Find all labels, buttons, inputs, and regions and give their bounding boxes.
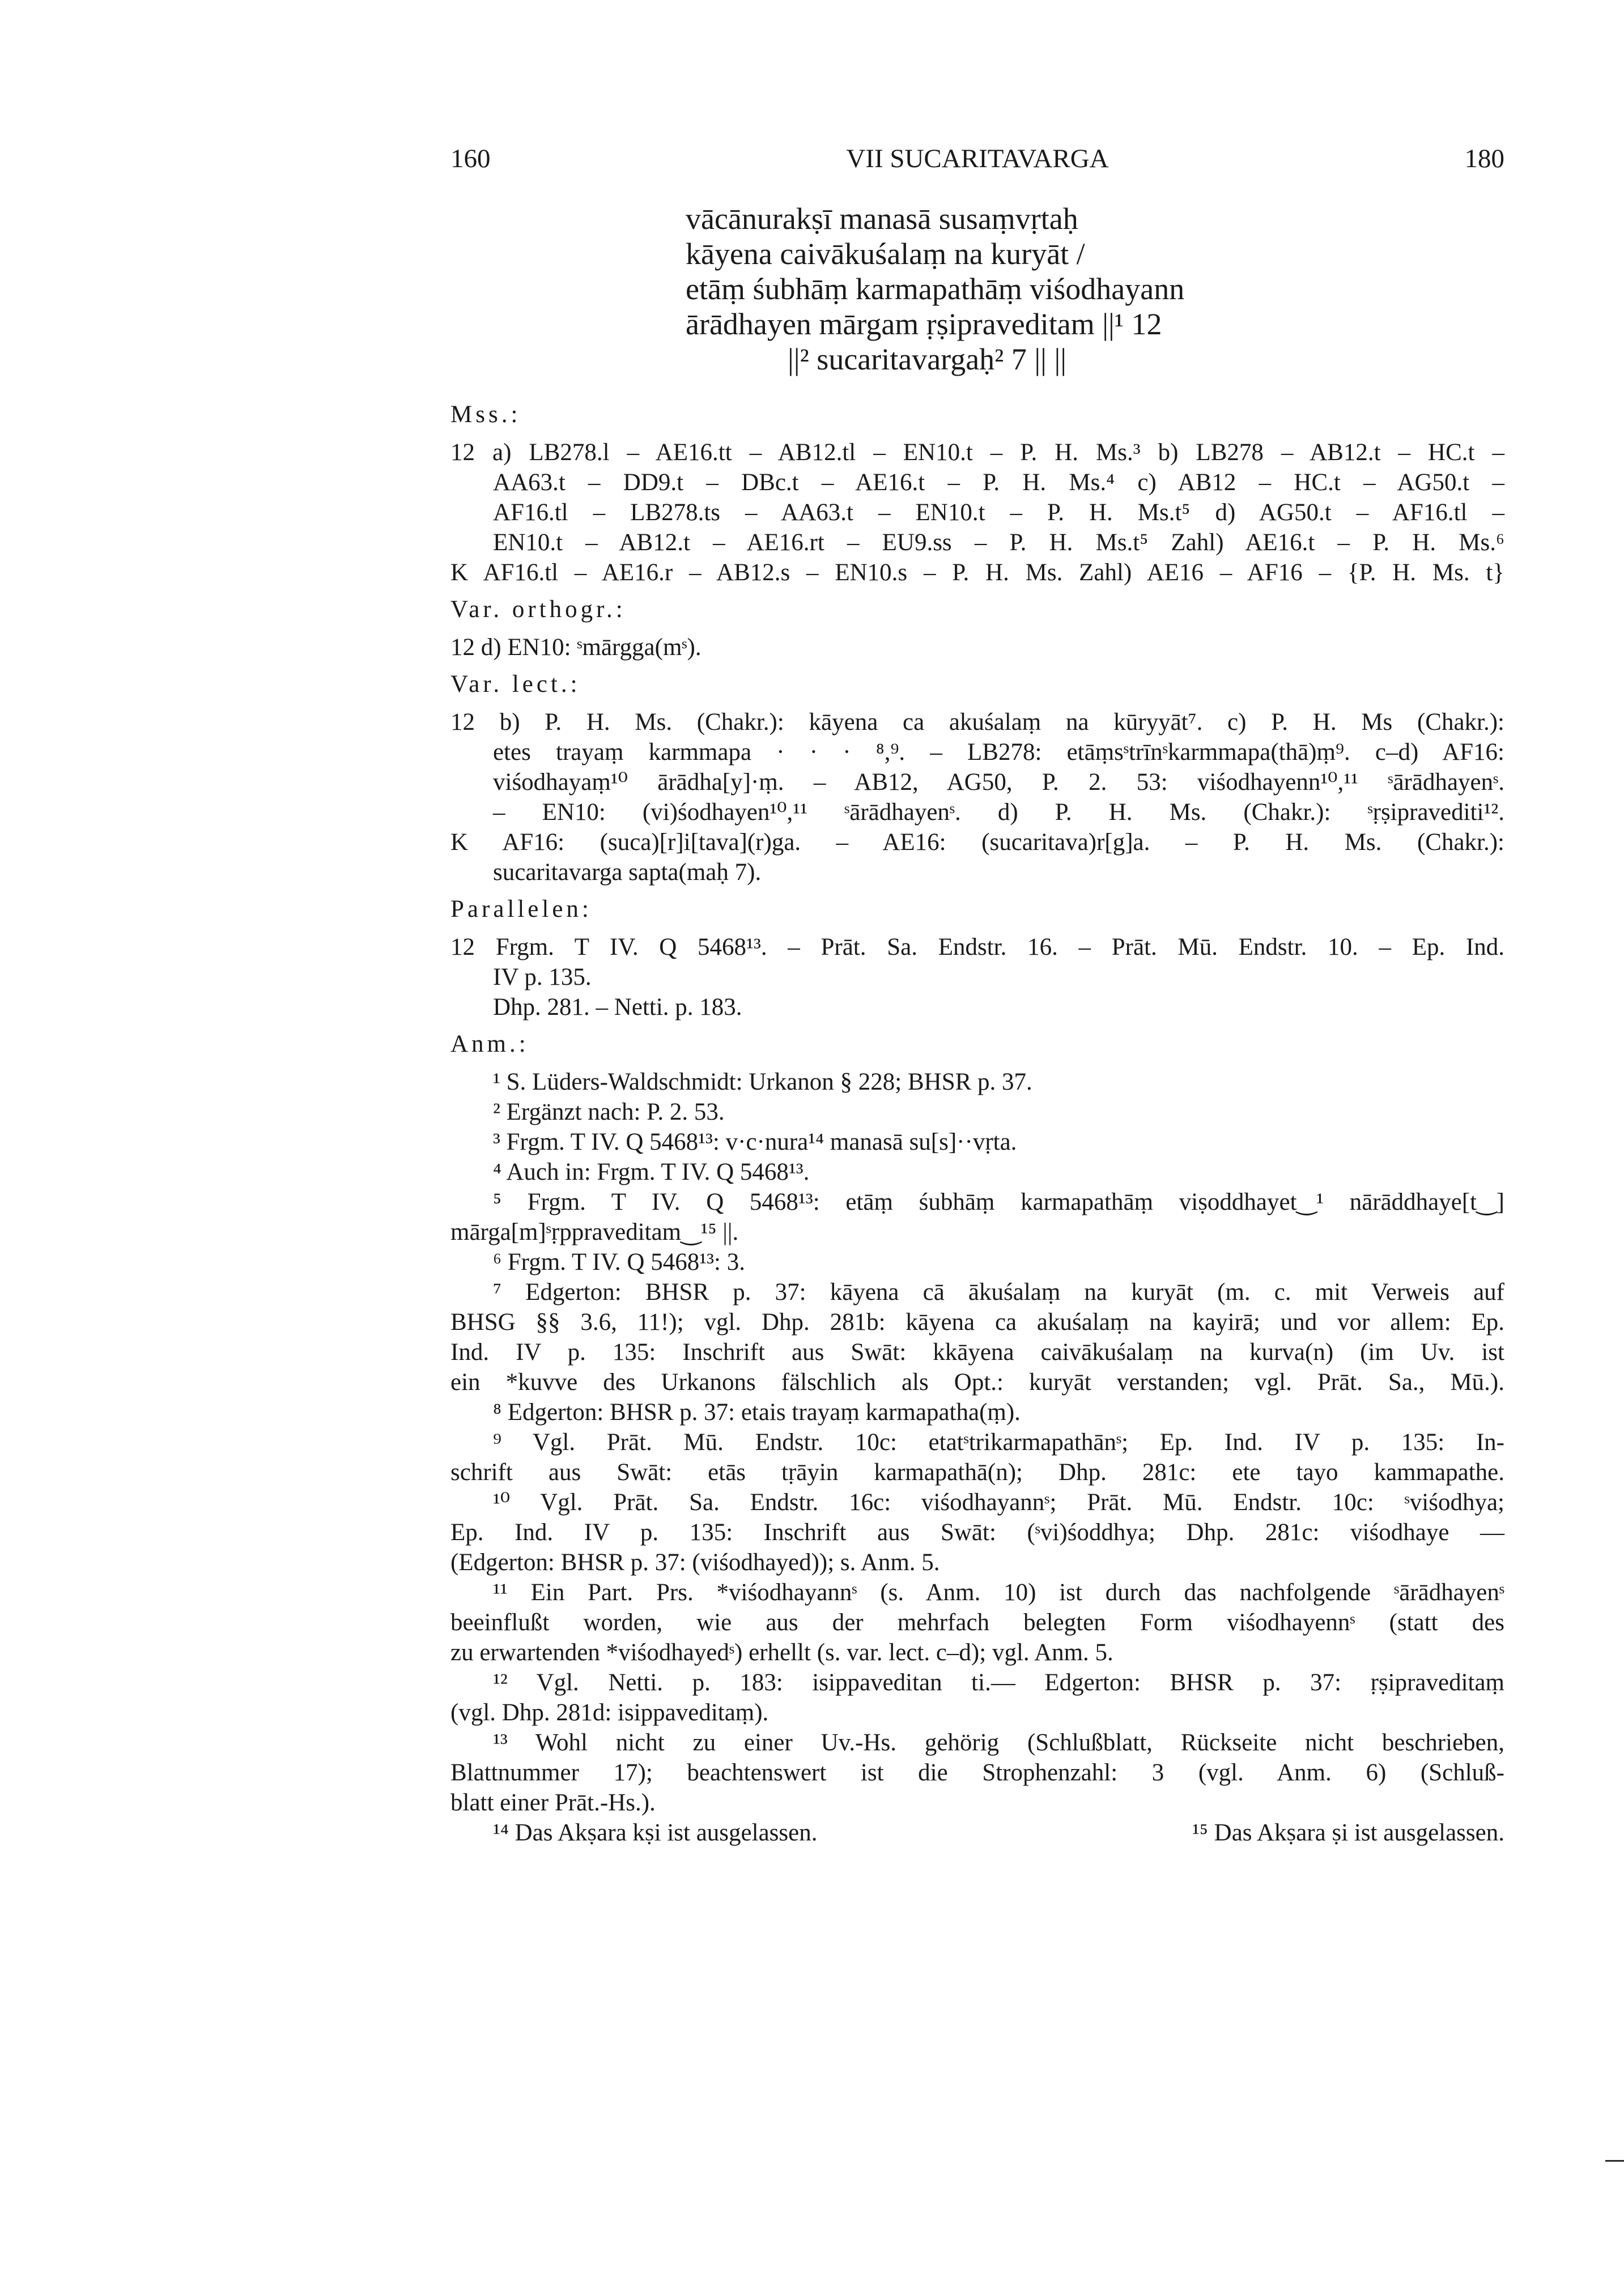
footnote-14: ¹⁴ Das Akṣara kṣi ist ausgelassen. <box>493 1819 818 1846</box>
footnote-line: ¹³ Wohl nicht zu einer Uv.-Hs. gehörig (Schlußblatt, Rückseite nicht beschrieben, <box>493 1729 1504 1756</box>
verse-line: vācānurakṣī manasā susaṃvṛtaḥ <box>686 202 1078 236</box>
footnote-line: beeinflußt worden, wie aus der mehrfach belegten Form viśodhayennˢ (statt des <box>450 1609 1504 1636</box>
running-title: VII SUCARITAVARGA <box>846 144 1109 173</box>
parallel-line: IV p. 135. <box>493 964 592 990</box>
footnote-line: Ep. Ind. IV p. 135: Inschrift aus Swāt: (ˢvi)śoddhya; Dhp. 281c: viśodhaye — <box>450 1519 1504 1546</box>
footnote-line: ⁴ Auch in: Frgm. T IV. Q 5468¹³. <box>493 1159 810 1185</box>
mss-line: AF16.tl – LB278.ts – AA63.t – EN10.t – P. H. Ms.t⁵ d) AG50.t – AF16.tl – <box>493 499 1504 526</box>
verse-colophon: ||² sucaritavargaḥ² 7 || || <box>788 342 1067 376</box>
footnote-line: ⁷ Edgerton: BHSR p. 37: kāyena cā ākuśalaṃ na kuryāt (m. c. mit Verweis auf <box>493 1279 1504 1306</box>
footnote-line: ¹¹ Ein Part. Prs. *viśodhayannˢ (s. Anm. 10) ist durch das nachfolgende ˢārādhayenˢ <box>493 1579 1504 1606</box>
margin-mark <box>1605 2160 1624 2162</box>
var-lect-line: K AF16: (suca)[r]i[tava](r)ga. – AE16: (sucaritava)r[g]a. – P. H. Ms. (Chakr.): <box>450 829 1504 856</box>
section-heading-anm: Anm.: <box>450 1031 529 1057</box>
var-lect-line: – EN10: (vi)śodhayen¹⁰,¹¹ ˢārādhayenˢ. d) P. H. Ms. (Chakr.): ˢṛṣipravediti¹². <box>493 799 1504 826</box>
footnote-line: BHSG §§ 3.6, 11!); vgl. Dhp. 281b: kāyena ca akuśalaṃ na kayirā; und vor allem: Ep. <box>450 1309 1504 1336</box>
footnote-line: ⁶ Frgm. T IV. Q 5468¹³: 3. <box>493 1249 745 1275</box>
footnote-line: ¹⁰ Vgl. Prāt. Sa. Endstr. 16c: viśodhayannˢ; Prāt. Mū. Endstr. 10c: ˢviśodhya; <box>493 1489 1504 1516</box>
footnote-final-row <box>450 1818 1504 1848</box>
footnote-line: blatt einer Prāt.-Hs.). <box>450 1789 656 1816</box>
footnote-line: Ind. IV p. 135: Inschrift aus Swāt: kkāyena caivākuśalaṃ na kurva(n) (im Uv. ist <box>450 1339 1504 1366</box>
parallel-line: 12 Frgm. T IV. Q 5468¹³. – Prāt. Sa. Endstr. 16. – Prāt. Mū. Endstr. 10. – Ep. Ind. <box>450 934 1504 960</box>
var-lect-line: 12 b) P. H. Ms. (Chakr.): kāyena ca akuśalaṃ na kūryyāt⁷. c) P. H. Ms (Chakr.): <box>450 709 1504 735</box>
footnote-line: (Edgerton: BHSR p. 37: (viśodhayed)); s. Anm. 5. <box>450 1549 940 1576</box>
page-number-left: 160 <box>450 144 491 173</box>
var-lect-line: etes trayaṃ karmmapa · · · ⁸,⁹. – LB278: etāṃsˢtrīnˢkarmmapa(thā)ṃ⁹. c–d) AF16: <box>493 739 1504 766</box>
footnote-line: zu erwartenden *viśodhayedˢ) erhellt (s. var. lect. c–d); vgl. Anm. 5. <box>450 1639 1113 1666</box>
footnote-line: schrift aus Swāt: etās tṛāyin karmapathā(n); Dhp. 281c: ete tayo kammapathe. <box>450 1459 1504 1486</box>
footnote-line: ¹² Vgl. Netti. p. 183: isippaveditan ti.— Edgerton: BHSR p. 37: ṛṣipraveditaṃ <box>493 1669 1504 1696</box>
verse-line: kāyena caivākuśalaṃ na kuryāt / <box>686 237 1085 271</box>
footnote-line: ein *kuvve des Urkanons fälschlich als Opt.: kuryāt verstanden; vgl. Prāt. Sa., Mū.). <box>450 1369 1504 1396</box>
verse-block <box>686 201 1524 377</box>
section-heading-var-orthogr: Var. orthogr.: <box>450 596 626 623</box>
footnote-line: ³ Frgm. T IV. Q 5468¹³: v·c·nura¹⁴ manasā su[s]··vṛta. <box>493 1129 1017 1155</box>
apparatus <box>450 399 1504 1848</box>
section-heading-var-lect: Var. lect.: <box>450 671 581 698</box>
page-number-right: 180 <box>1464 144 1504 173</box>
footnote-line: ¹ S. Lüders-Waldschmidt: Urkanon § 228; BHSR p. 37. <box>493 1069 1032 1095</box>
parallel-line: Dhp. 281. – Netti. p. 183. <box>493 994 742 1021</box>
verse-line: etāṃ śubhāṃ karmapathāṃ viśodhayann <box>686 272 1185 306</box>
mss-line: AA63.t – DD9.t – DBc.t – AE16.t – P. H. Ms.⁴ c) AB12 – HC.t – AG50.t – <box>493 469 1504 496</box>
mss-line: EN10.t – AB12.t – AE16.rt – EU9.ss – P. H. Ms.t⁵ Zahl) AE16.t – P. H. Ms.⁶ <box>493 529 1504 556</box>
section-heading-parallelen: Parallelen: <box>450 896 592 922</box>
var-lect-line: viśodhayaṃ¹⁰ ārādha[y]·ṃ. – AB12, AG50, P. 2. 53: viśodhayenn¹⁰,¹¹ ˢārādhayenˢ. <box>493 769 1504 796</box>
footnote-line: ² Ergänzt nach: P. 2. 53. <box>493 1099 725 1125</box>
footnote-line: ⁸ Edgerton: BHSR p. 37: etais trayaṃ karmapatha(ṃ). <box>493 1399 1021 1426</box>
footnote-line: mārga[m]ˢṛppraveditam‿¹⁵ ||. <box>450 1219 739 1245</box>
footnote-15: ¹⁵ Das Akṣara ṣi ist ausgelassen. <box>1192 1819 1504 1846</box>
verse-line: ārādhayen mārgam ṛṣipraveditam ||¹ 12 <box>686 307 1162 341</box>
footnote-line: ⁹ Vgl. Prāt. Mū. Endstr. 10c: etatˢtrikarmapathānˢ; Ep. Ind. IV p. 135: In- <box>493 1429 1504 1456</box>
footnote-line: Blattnummer 17); beachtenswert ist die Strophenzahl: 3 (vgl. Anm. 6) (Schluß- <box>450 1759 1504 1786</box>
var-lect-line: sucaritavarga sapta(maḥ 7). <box>493 859 762 886</box>
footnote-line: (vgl. Dhp. 281d: isippaveditaṃ). <box>450 1699 769 1726</box>
mss-line: 12 a) LB278.l – AE16.tt – AB12.tl – EN10.t – P. H. Ms.³ b) LB278 – AB12.t – HC.t – <box>450 439 1504 466</box>
footnote-line: ⁵ Frgm. T IV. Q 5468¹³: etāṃ śubhāṃ karmapathāṃ viṣoddhayet‿¹ nārāddhaye[t‿] <box>493 1189 1504 1215</box>
var-orthogr-line: 12 d) EN10: ˢmārgga(mˢ). <box>450 634 702 661</box>
running-header <box>450 139 1504 178</box>
mss-line: K AF16.tl – AE16.r – AB12.s – EN10.s – P. H. Ms. Zahl) AE16 – AF16 – {P. H. Ms. t} <box>450 559 1504 586</box>
section-heading-mss: Mss.: <box>450 401 521 428</box>
